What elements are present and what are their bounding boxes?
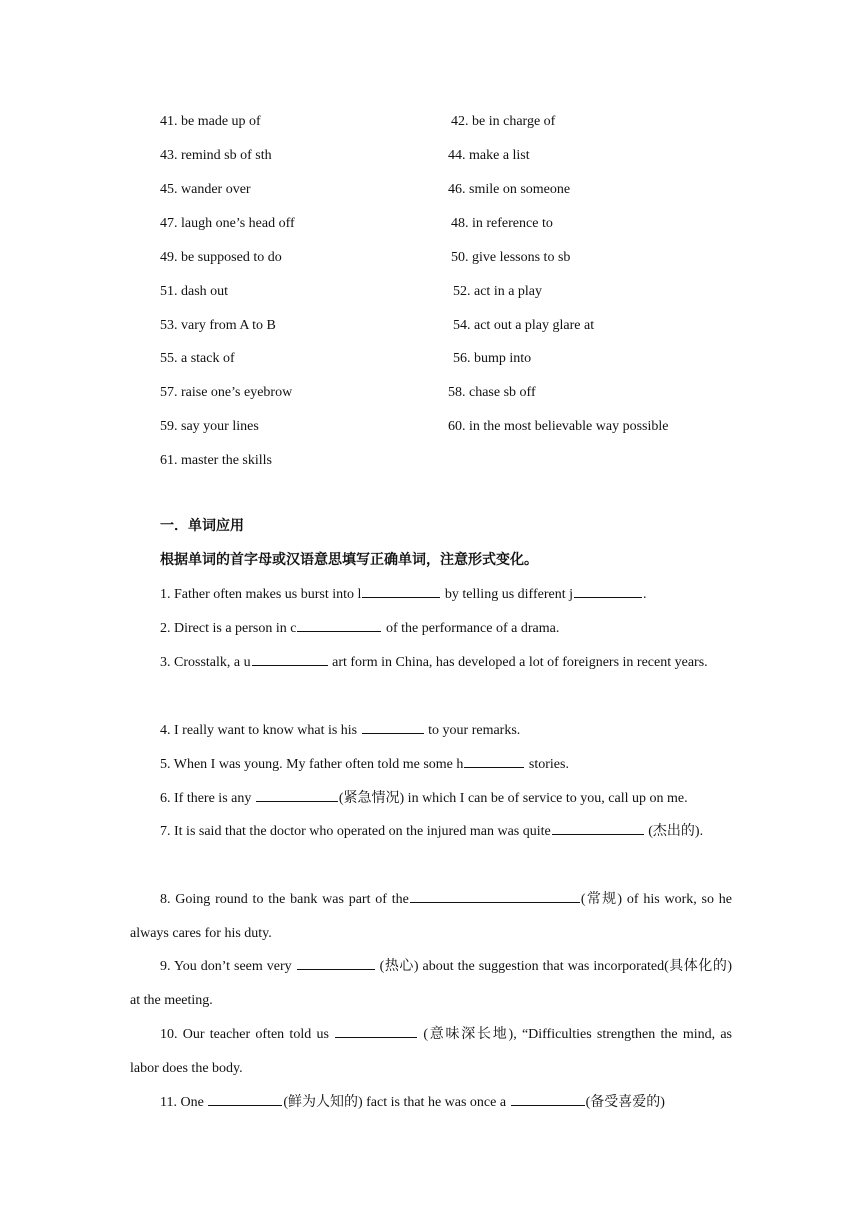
answer-blank[interactable] bbox=[511, 1091, 585, 1106]
question-10-part-b: (意味深长地), “Difficulties strengthen the mind, as labor does the body. bbox=[130, 1027, 732, 1076]
phrase-55: 55. a stack of bbox=[160, 351, 235, 366]
phrase-41: 41. be made up of bbox=[160, 114, 261, 129]
question-8-part-b: (常规) of his work, so he always cares for his duty. bbox=[130, 892, 732, 941]
question-1 bbox=[130, 578, 732, 612]
phrase-46: 46. smile on someone bbox=[448, 182, 571, 197]
question-7-part-b: (杰出的). bbox=[644, 824, 704, 839]
question-3-part-b: art form in China, has developed a lot of foreigners in recent years. bbox=[328, 655, 708, 670]
phrase-45: 45. wander over bbox=[160, 182, 251, 197]
question-2-part-a: 2. Direct is a person in c bbox=[160, 621, 297, 636]
question-9-part-a: 9. You don’t seem very bbox=[160, 959, 296, 974]
phrase-43: 43. remind sb of sth bbox=[160, 148, 272, 163]
question-6-part-b: (紧急情况) in which I can be of service to you, call up on me. bbox=[338, 791, 688, 806]
question-11-part-c: (备受喜爱的) bbox=[585, 1095, 665, 1110]
answer-blank[interactable] bbox=[574, 583, 642, 598]
question-5-part-b: stories. bbox=[525, 757, 569, 772]
question-10-part-a: 10. Our teacher often told us bbox=[160, 1027, 335, 1042]
question-4 bbox=[130, 714, 732, 748]
phrase-49: 49. be supposed to do bbox=[160, 250, 282, 265]
answer-blank[interactable] bbox=[297, 955, 375, 970]
question-9-part-b: (热心) about the suggestion that was incorporated(具体化的) at the meeting. bbox=[130, 959, 732, 1008]
phrase-47: 47. laugh one’s head off bbox=[160, 216, 295, 231]
question-10 bbox=[130, 1018, 732, 1086]
question-11-part-a: 11. One bbox=[160, 1095, 208, 1110]
question-1-part-a: 1. Father often makes us burst into l bbox=[160, 587, 362, 602]
phrase-51: 51. dash out bbox=[160, 284, 229, 299]
question-9 bbox=[130, 950, 732, 1018]
phrase-42: 42. be in charge of bbox=[451, 114, 556, 129]
answer-blank[interactable] bbox=[256, 787, 338, 802]
phrase-53: 53. vary from A to B bbox=[160, 318, 276, 333]
answer-blank[interactable] bbox=[362, 719, 424, 734]
question-4-part-a: 4. I really want to know what is his bbox=[160, 723, 361, 738]
question-7 bbox=[130, 815, 732, 849]
question-2 bbox=[130, 612, 732, 646]
question-2-part-b: of the performance of a drama. bbox=[382, 621, 560, 636]
section-heading: 一．单词应用 bbox=[160, 519, 244, 534]
phrase-54: 54. act out a play glare at bbox=[453, 318, 595, 333]
question-11 bbox=[130, 1086, 732, 1120]
phrase-58: 58. chase sb off bbox=[448, 385, 536, 400]
question-8-part-a: 8. Going round to the bank was part of the bbox=[160, 892, 409, 907]
phrase-57: 57. raise one’s eyebrow bbox=[160, 385, 293, 400]
question-1-part-b: by telling us different j bbox=[441, 587, 573, 602]
answer-blank[interactable] bbox=[410, 888, 580, 903]
answer-blank[interactable] bbox=[335, 1023, 417, 1038]
question-5-part-a: 5. When I was young. My father often told me some h bbox=[160, 757, 464, 772]
phrase-56: 56. bump into bbox=[453, 351, 532, 366]
question-4-part-b: to your remarks. bbox=[424, 723, 521, 738]
answer-blank[interactable] bbox=[208, 1091, 282, 1106]
answer-blank[interactable] bbox=[297, 617, 381, 632]
phrase-50: 50. give lessons to sb bbox=[451, 250, 571, 265]
question-6 bbox=[130, 782, 732, 816]
answer-blank[interactable] bbox=[252, 651, 328, 666]
question-7-part-a: 7. It is said that the doctor who operated on the injured man was quite bbox=[160, 824, 551, 839]
phrase-59: 59. say your lines bbox=[160, 419, 259, 434]
question-11-part-b: (鲜为人知的) fact is that he was once a bbox=[283, 1095, 510, 1110]
phrase-44: 44. make a list bbox=[448, 148, 530, 163]
answer-blank[interactable] bbox=[552, 820, 644, 835]
answer-blank[interactable] bbox=[362, 583, 440, 598]
question-6-part-a: 6. If there is any bbox=[160, 791, 255, 806]
answer-blank[interactable] bbox=[464, 753, 524, 768]
phrase-60: 60. in the most believable way possible bbox=[448, 419, 669, 434]
phrase-61: 61. master the skills bbox=[160, 453, 272, 468]
question-8 bbox=[130, 883, 732, 951]
question-5 bbox=[130, 748, 732, 782]
question-3-part-a: 3. Crosstalk, a u bbox=[160, 655, 251, 670]
phrase-52: 52. act in a play bbox=[453, 284, 543, 299]
phrase-48: 48. in reference to bbox=[451, 216, 553, 231]
question-3 bbox=[130, 646, 732, 680]
section-instruction: 根据单词的首字母或汉语意思填写正确单词，注意形式变化。 bbox=[160, 553, 538, 568]
question-1-part-c: . bbox=[642, 587, 647, 602]
